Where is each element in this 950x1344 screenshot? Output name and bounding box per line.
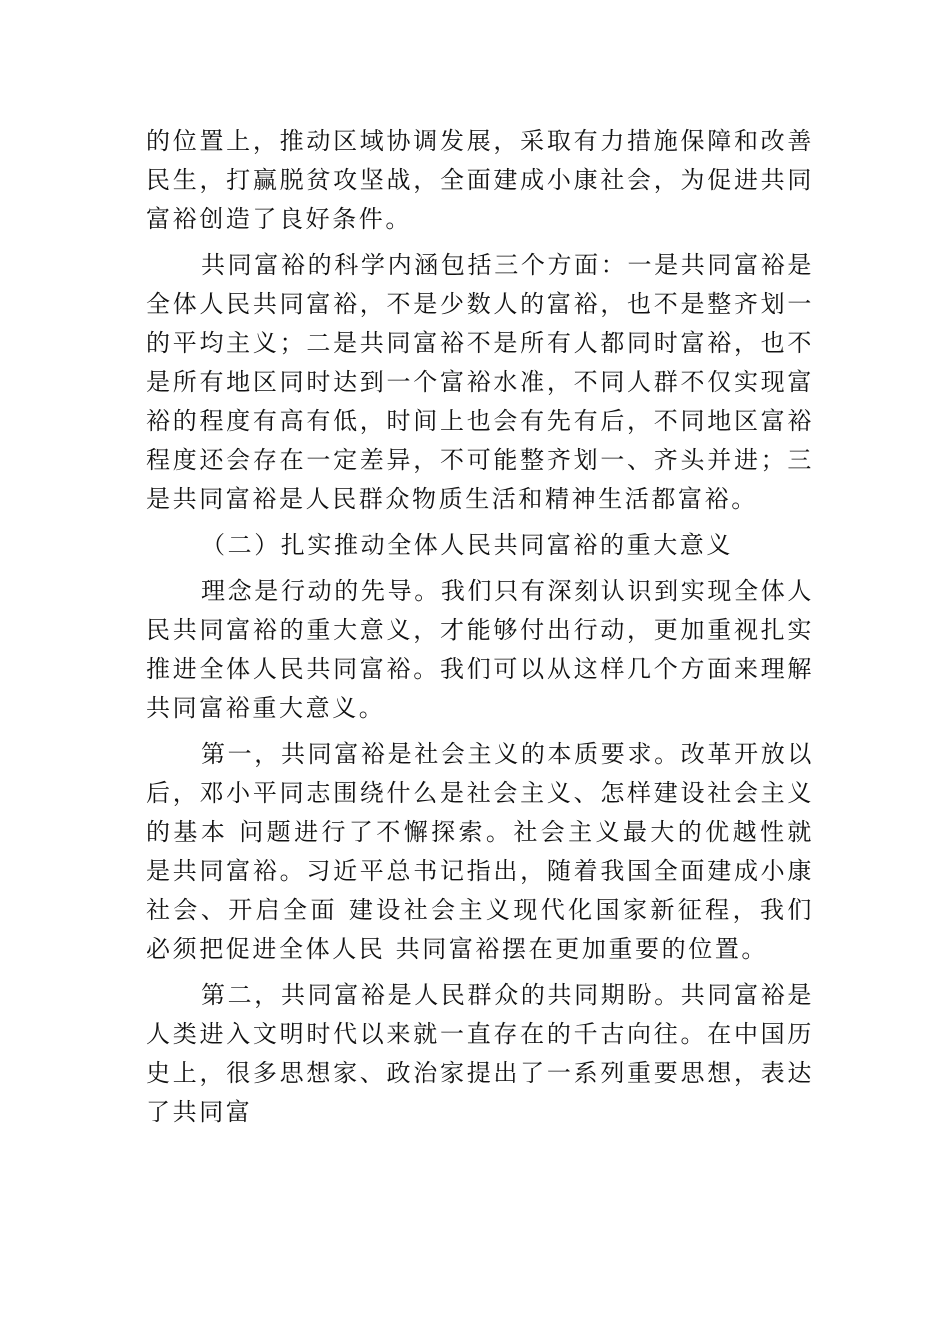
paragraph-concept: 理念是行动的先导。我们只有深刻认识到实现全体人民共同富裕的重大意义，才能够付出行动，更加重视扎实推进全体人民共同富裕。我们可以从这样几个方面来理解共同富裕重大意义。 (146, 577, 814, 722)
paragraph-connotation: 共同富裕的科学内涵包括三个方面：一是共同富裕是全体人民共同富裕，不是少数人的富裕，也不是整齐划一的平均主义；二是共同富裕不是所有人都同时富裕，也不是所有地区同时达到一个富裕水准，不同人群不仅实现富裕的程度有高有低，时间上也会有先有后，不同地区富裕程度还会存在一定差异，不可能整齐划一、齐头并进；三是共同富裕是人民群众物质生活和精神生活都富裕。 (146, 251, 814, 513)
section-heading: （二）扎实推动全体人民共同富裕的重大意义 (201, 531, 733, 559)
paragraph-continued: 的位置上，推动区域协调发展，采取有力措施保障和改善民生，打赢脱贫攻坚战，全面建成小康社会，为促进共同富裕创造了良好条件。 (146, 127, 814, 233)
paragraph-first-point: 第一，共同富裕是社会主义的本质要求。改革开放以后，邓小平同志围绕什么是社会主义、怎样建设社会主义的基本 问题进行了不懈探索。社会主义最大的优越性就是共同富裕。习近平总书记指出，随着我国全面建成小康社会、开启全面 建设社会主义现代化国家新征程，我们必须把促进全体人民 共同富裕摆在更加重要的位置。 (146, 740, 814, 963)
document-body (146, 122, 814, 1139)
paragraph-second-point: 第二，共同富裕是人民群众的共同期盼。共同富裕是人类进入文明时代以来就一直存在的千古向往。在中国历史上，很多思想家、政治家提出了一系列重要思想，表达了共同富 (146, 981, 814, 1126)
